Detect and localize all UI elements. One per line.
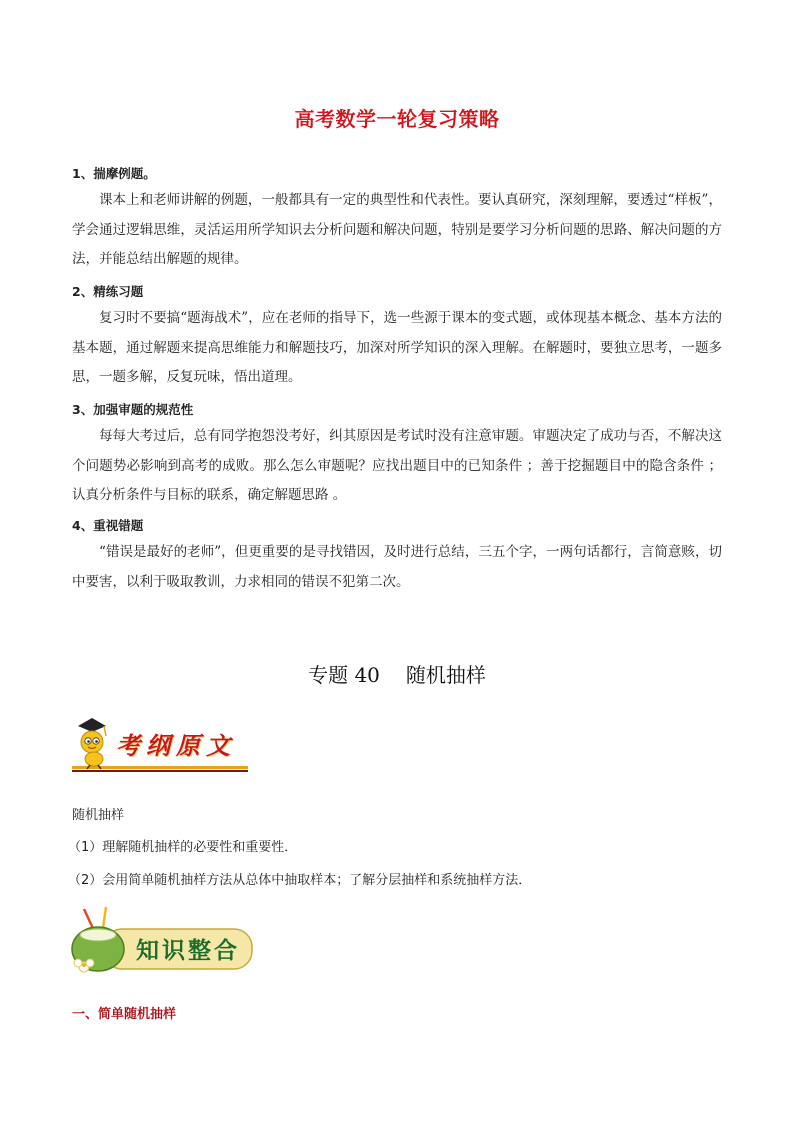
- section-body-1: 课本上和老师讲解的例题，一般都具有一定的典型性和代表性。要认真研究，深刻理解，要透过“样板”，学会通过逻辑思维，灵活运用所学知识去分析问题和解决问题，特别是要学习分析问题的思路、解决问题的方法，并能总结出解题的规律。: [72, 192, 722, 267]
- page-title: 高考数学一轮复习策略: [294, 107, 500, 131]
- syllabus-banner: [70, 712, 250, 774]
- syllabus-item-1: （1）理解随机抽样的必要性和重要性．: [68, 840, 298, 855]
- knowledge-banner-label: 知识整合: [136, 938, 240, 964]
- syllabus-title: 随机抽样: [72, 808, 125, 823]
- syllabus-item-2: （2）会用简单随机抽样方法从总体中抽取样本；了解分层抽样和系统抽样方法．: [68, 873, 532, 888]
- section-body-3: 每每大考过后，总有同学抱怨没考好，纠其原因是考试时没有注意审题。审题决定了成功与否，不解决这个问题势必影响到高考的成败。那么怎么审题呢？应找出题目中的已知条件 ；善于挖掘题目中的隐含条件 ；认真分析条件与目标的联系，确定解题思路 。: [72, 428, 722, 503]
- section-heading-4: 4、重视错题: [72, 518, 144, 533]
- syllabus-banner-label: 考纲原文: [116, 731, 236, 760]
- section-heading-2: 2、精练习题: [72, 284, 144, 299]
- section-body-4: “错误是最好的老师”，但更重要的是寻找错因，及时进行总结，三五个字，一两句话都行，言简意赅，切中要害，以利于吸取教训，力求相同的错误不犯第二次。: [72, 544, 722, 590]
- topic-name: 随机抽样: [405, 663, 486, 687]
- section-heading-1: 1、揣摩例题。: [72, 166, 156, 181]
- knowledge-banner: [66, 905, 256, 977]
- topic-number: 专题 40: [308, 663, 380, 687]
- section-body-2: 复习时不要搞“题海战术”，应在老师的指导下，选一些源于课本的变式题，或体现基本概念、基本方法的基本题，通过解题来提高思维能力和解题技巧，加深对所学知识的深入理解。在解题时，要独立思考，一题多思，一题多解，反复玩味，悟出道理。: [72, 310, 722, 385]
- subsection-heading: 一、简单随机抽样: [72, 1007, 177, 1022]
- section-heading-3: 3、加强审题的规范性: [72, 402, 194, 417]
- topic-title: [0, 659, 794, 688]
